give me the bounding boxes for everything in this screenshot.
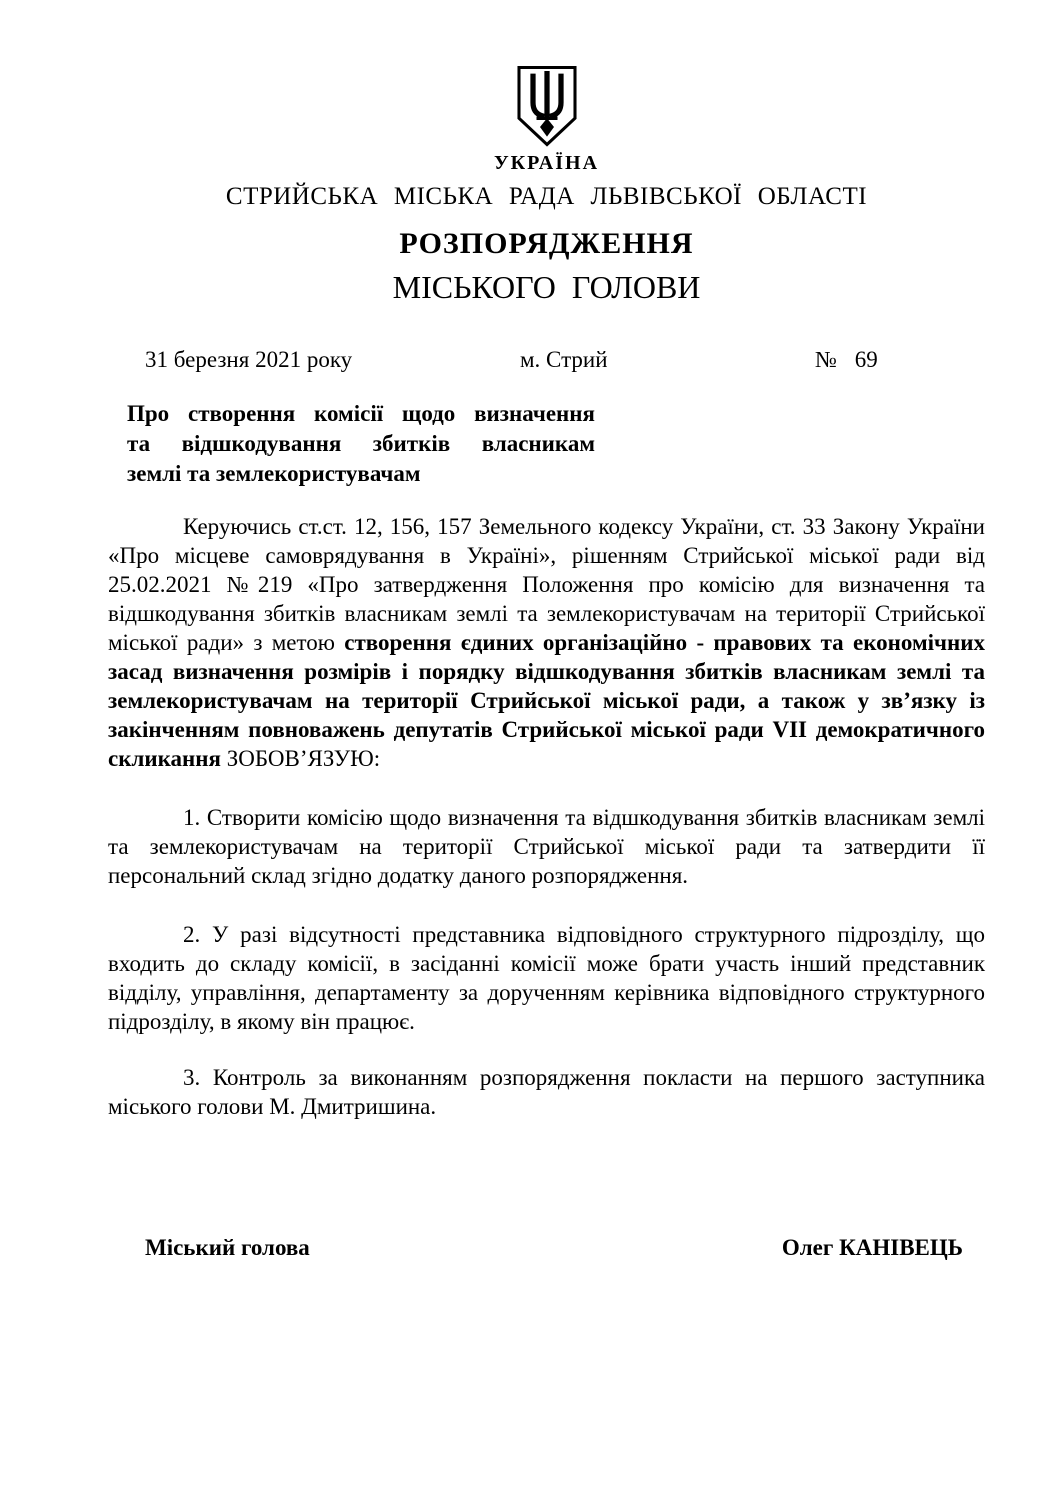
signature-row	[108, 1233, 985, 1262]
tryzub-shield-icon	[507, 64, 587, 148]
coat-of-arms	[108, 64, 985, 148]
item-2-paragraph: 2. У разі відсутності представника відповідного структурного підрозділу, що входить до складу комісії, в засіданні комісії може брати участь інший представник відділу, управління, департаменту за дорученням керівника відповідного структурного підрозділу, в якому він працює.	[108, 922, 985, 1034]
preamble-paragraph	[108, 512, 985, 773]
meta-row	[108, 345, 985, 374]
subject-line-2: та відшкодування збитків власникам	[127, 431, 595, 456]
organization-name: СТРИЙСЬКА МІСЬКА РАДА ЛЬВІВСЬКОЇ ОБЛАСТІ	[225, 183, 868, 210]
item-1-paragraph: 1. Створити комісію щодо визначення та відшкодування збитків власникам землі та землекористувачам на території Стрийської міської ради та затвердити її персональний склад згідно додатку даного розпорядження.	[108, 805, 985, 888]
country-label: УКРАЇНА	[493, 152, 600, 174]
preamble-bold-goal-text: створення єдиних організаційно - правових та економічних засад визначення розмірів і порядку відшкодування збитків власникам землі та землекористувачам на території Стрийської міської ради, а також у зв’язку із закінченням повноважень депутатів Стрийської міської ради VII демократичного скликання	[108, 630, 985, 771]
document-author-title: МІСЬКОГО ГОЛОВИ	[392, 269, 701, 305]
preamble-directive-text: ЗОБОВ’ЯЗУЮ:	[226, 746, 381, 771]
signatory-name: Олег КАНІВЕЦЬ	[781, 1235, 963, 1260]
preamble-lead-text: Керуючись ст.ст. 12, 156, 157 Земельного кодексу України, ст. 33 Закону України «Про місцеве самоврядування в Україні», рішенням Стрийської міської ради від 25.02.2021 №219 «Про затвердження Положення про комісію для визначення та відшкодування збитків власникам землі та землекористувачам на території Стрийської міської ради» з метою	[108, 514, 985, 655]
subject-block	[127, 399, 595, 489]
item-3-paragraph: 3. Контроль за виконанням розпорядження покласти на першого заступника міського голови М. Дмитришина.	[108, 1065, 985, 1119]
document-number: № 69	[815, 347, 878, 372]
signatory-title: Міський голова	[145, 1235, 310, 1260]
document-place: м. Стрий	[520, 347, 608, 372]
subject-line-1: Про створення комісії щодо визначення	[127, 401, 595, 426]
document-date: 31 березня 2021 року	[145, 347, 353, 372]
subject-line-3: землі та землекористувачам	[127, 461, 421, 486]
document-type-title: РОЗПОРЯДЖЕННЯ	[399, 227, 694, 260]
